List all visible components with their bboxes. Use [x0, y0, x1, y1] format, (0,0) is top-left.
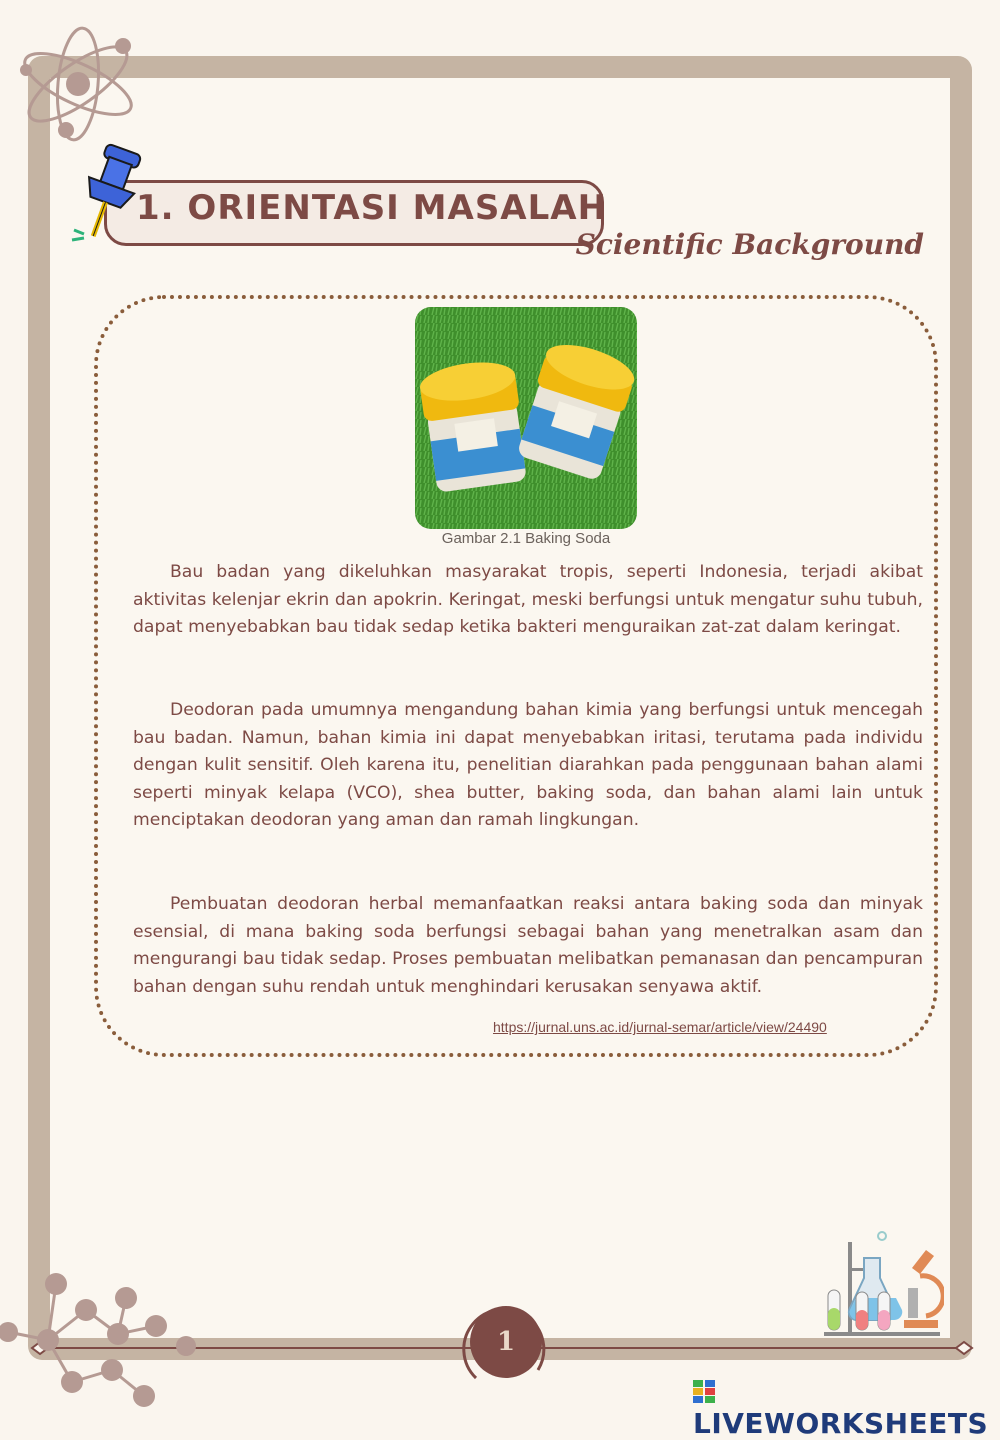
section-subtitle: Scientific Background	[575, 228, 924, 261]
paragraph-3: Pembuatan deodoran herbal memanfaatkan reaksi antara baking soda dan minyak esensial, di mana baking soda berfungsi sebagai bahan yang menetralkan asam dan mengurangi bau tidak sedap. Proses pembuatan melibatkan pemanasan dan pencampuran bahan dengan suhu rendah untuk menghindari kerusakan senyawa aktif.	[133, 894, 923, 997]
molecule-icon	[0, 1268, 200, 1414]
page-number: 1	[470, 1306, 542, 1378]
liveworksheets-logo	[693, 1374, 1000, 1440]
lab-equipment-icon	[820, 1228, 944, 1338]
reference-link[interactable]: https://jurnal.uns.ac.id/jurnal-semar/article/view/24490	[493, 1019, 827, 1035]
baking-soda-photo	[415, 307, 637, 529]
paragraph-1: Bau badan yang dikeluhkan masyarakat tropis, seperti Indonesia, terjadi akibat aktivitas kelenjar ekrin dan apokrin. Keringat, meski berfungsi untuk mengatur suhu tubuh, dapat menyebabkan bau tidak sedap ketika bakteri menguraikan zat-zat dalam keringat.	[133, 562, 923, 638]
paragraph-2: Deodoran pada umumnya mengandung bahan kimia yang berfungsi untuk mencegah bau badan. Namun, bahan kimia ini dapat menyebabkan iritasi, terutama pada individu dengan kulit sensitif. Oleh karena itu, penelitian diarahkan pada penggunaan bahan alami seperti minyak kelapa (VCO), shea butter, baking soda, dan bahan alami lain untuk menciptakan deodoran yang aman dan ramah lingkungan.	[133, 700, 923, 831]
page-title: 1. ORIENTASI MASALAH	[136, 188, 608, 228]
figure-caption: Gambar 2.1 Baking Soda	[441, 530, 611, 547]
atom-icon	[8, 22, 148, 152]
pushpin-icon	[66, 140, 146, 250]
watermark-text: LIVEWORKSHEETS	[693, 1407, 989, 1440]
liveworksheets-icon	[693, 1380, 715, 1404]
